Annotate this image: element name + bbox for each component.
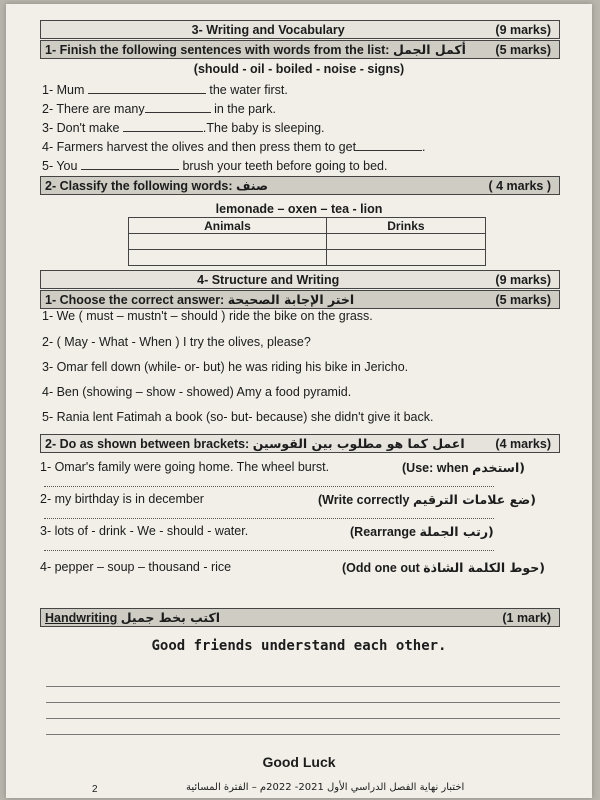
handwriting-marks: (1 mark) xyxy=(502,610,551,625)
task-item-4-text: 4- pepper – soup – thousand - rice xyxy=(40,560,232,574)
s3-q2-marks: ( 4 marks ) xyxy=(488,178,551,193)
writing-line[interactable] xyxy=(46,734,560,735)
handwriting-title: Handwriting xyxy=(45,611,118,625)
answer-blank[interactable] xyxy=(356,139,422,151)
s4-q2-header xyxy=(40,434,560,453)
section4-title: 4- Structure and Writing xyxy=(197,272,340,287)
s4-q2-title-ar: اعمل كما هو مطلوب بين القوسين xyxy=(252,436,465,451)
writing-line[interactable] xyxy=(46,718,560,719)
classify-table xyxy=(128,217,486,266)
handwriting-header xyxy=(40,608,560,627)
handwriting-sentence: Good friends understand each other. xyxy=(151,638,447,654)
answer-blank[interactable] xyxy=(123,120,203,132)
task-item-1-text: 1- Omar's family were going home. The wheel burst. xyxy=(40,460,330,474)
s3-q2-header xyxy=(40,176,560,195)
task-item-3-text: 3- lots of - drink - We - should - water. xyxy=(40,524,249,538)
task-item-1-instruction: (Use: when استخدم) xyxy=(402,460,525,475)
section3-header xyxy=(40,20,560,39)
s3-q2-title-ar: صنف xyxy=(236,178,269,193)
page-number: 2 xyxy=(92,784,98,795)
answer-blank[interactable] xyxy=(81,158,179,170)
choice-item-5: 5- Rania lent Fatimah a book (so- but- because) she didn't give it back. xyxy=(42,410,434,424)
writing-line[interactable] xyxy=(46,686,560,687)
choice-item-1: 1- We ( must – mustn't – should ) ride the bike on the grass. xyxy=(42,309,373,323)
col-animals: Animals xyxy=(129,218,327,234)
exam-sheet xyxy=(6,4,592,798)
fill-item-1: 1- Mum the water first. xyxy=(42,83,288,97)
task-item-2-text: 2- my birthday is in december xyxy=(40,492,204,506)
handwriting-title-ar: اكتب بخط جميل xyxy=(120,610,221,625)
task-item-2-instruction: (Write correctly ضع علامات الترقيم) xyxy=(318,492,536,507)
s4-q1-header xyxy=(40,290,560,309)
choice-item-3: 3- Omar fell down (while- or- but) he was riding his bike in Jericho. xyxy=(42,360,409,374)
footer-text: اختبار نهاية الفصل الدراسي الأول 2021- 2022م – الفترة المسائية xyxy=(186,782,465,793)
table-cell[interactable] xyxy=(326,250,485,266)
fill-item-2: 2- There are many in the park. xyxy=(42,102,276,116)
task-item-4-instruction: (Odd one out حوط الكلمة الشاذة) xyxy=(342,560,545,575)
s3-q1-title-ar: أكمل الجمل xyxy=(392,42,466,57)
section3-title: 3- Writing and Vocabulary xyxy=(191,22,345,37)
s3-q1-marks: (5 marks) xyxy=(495,42,551,57)
s3-q1-header xyxy=(40,40,560,59)
s4-q1-title-ar: اختر الإجابة الصحيحة xyxy=(227,292,355,307)
writing-line[interactable] xyxy=(46,702,560,703)
choice-item-4: 4- Ben (showing – show - showed) Amy a food pyramid. xyxy=(42,385,352,399)
s3-q2-title: 2- Classify the following words: xyxy=(45,179,233,193)
answer-line[interactable] xyxy=(44,550,494,551)
answer-line[interactable] xyxy=(44,486,494,487)
table-cell[interactable] xyxy=(129,234,327,250)
choice-item-2: 2- ( May - What - When ) I try the olives, please? xyxy=(42,335,311,349)
fill-item-5: 5- You brush your teeth before going to bed. xyxy=(42,159,388,173)
answer-blank[interactable] xyxy=(88,82,206,94)
answer-line[interactable] xyxy=(44,518,494,519)
s4-q2-marks: (4 marks) xyxy=(495,436,551,451)
fill-item-3: 3- Don't make .The baby is sleeping. xyxy=(42,121,325,135)
s4-q1-title: 1- Choose the correct answer: xyxy=(45,293,225,307)
task-item-3-instruction: (Rearrange رتب الجملة) xyxy=(350,524,494,539)
table-cell[interactable] xyxy=(326,234,485,250)
section4-marks: (9 marks) xyxy=(495,272,551,287)
s4-q2-title: 2- Do as shown between brackets: xyxy=(45,437,250,451)
section3-marks: (9 marks) xyxy=(495,22,551,37)
section4-header xyxy=(40,270,560,289)
s3-q1-title: 1- Finish the following sentences with words from the list: xyxy=(45,43,390,57)
good-luck: Good Luck xyxy=(262,754,336,770)
table-cell[interactable] xyxy=(129,250,327,266)
word-list: (should - oil - boiled - noise - signs) xyxy=(193,62,405,76)
answer-blank[interactable] xyxy=(145,101,211,113)
s4-q1-marks: (5 marks) xyxy=(495,292,551,307)
classify-words: lemonade – oxen – tea - lion xyxy=(215,202,383,216)
col-drinks: Drinks xyxy=(326,218,485,234)
fill-item-4: 4- Farmers harvest the olives and then press them to get . xyxy=(42,140,426,154)
